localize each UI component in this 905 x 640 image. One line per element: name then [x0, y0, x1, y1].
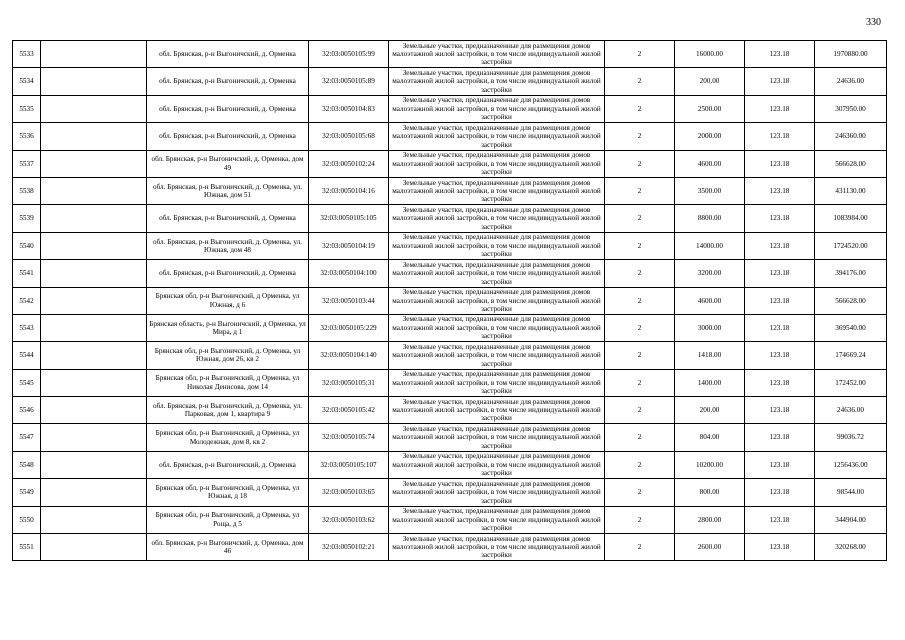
cadastral-value-cell: 24636.00 [815, 68, 887, 95]
address-cell: обл. Брянская, р-н Выгоничский, д. Орменка, дом 46 [147, 534, 309, 561]
cadastral-value-cell: 369540.00 [815, 314, 887, 341]
blank-cell [41, 260, 147, 287]
blank-cell [41, 287, 147, 314]
table-row [13, 397, 887, 424]
cadastral-number-cell: 32:03:0050105:42 [309, 397, 389, 424]
table-row [13, 232, 887, 259]
table-row [13, 451, 887, 478]
category-cell: 2 [605, 260, 675, 287]
cadastral-number-cell: 32:03:0050105:229 [309, 314, 389, 341]
unit-value-cell: 123.18 [745, 506, 815, 533]
area-cell: 200.00 [675, 397, 745, 424]
area-cell: 3000.00 [675, 314, 745, 341]
unit-value-cell: 123.18 [745, 150, 815, 177]
blank-cell [41, 534, 147, 561]
table-row [13, 314, 887, 341]
cadastral-value-table [12, 40, 887, 561]
record-number-cell: 5539 [13, 205, 41, 232]
land-use-cell: Земельные участки, предназначенные для размещения домов малоэтажной жилой застройки, в том числе индивидуальной жилой застройки [389, 232, 605, 259]
address-cell: обл. Брянская, р-н Выгоничский, д. Орменка, ул. Южная, дом 51 [147, 177, 309, 204]
land-use-cell: Земельные участки, предназначенные для размещения домов малоэтажной жилой застройки, в том числе индивидуальной жилой застройки [389, 177, 605, 204]
table-row [13, 506, 887, 533]
page-number: 330 [866, 17, 881, 28]
address-cell: обл. Брянская, р-н Выгоничский, д. Орменка [147, 205, 309, 232]
record-number-cell: 5546 [13, 397, 41, 424]
area-cell: 2000.00 [675, 123, 745, 150]
table-row [13, 205, 887, 232]
cadastral-value-cell: 99036.72 [815, 424, 887, 451]
blank-cell [41, 479, 147, 506]
address-cell: обл. Брянская, р-н Выгоничский, д. Орменка [147, 451, 309, 478]
record-number-cell: 5549 [13, 479, 41, 506]
blank-cell [41, 205, 147, 232]
land-use-cell: Земельные участки, предназначенные для размещения домов малоэтажной жилой застройки, в том числе индивидуальной жилой застройки [389, 95, 605, 122]
cadastral-number-cell: 32:03:0050105:74 [309, 424, 389, 451]
record-number-cell: 5538 [13, 177, 41, 204]
unit-value-cell: 123.18 [745, 260, 815, 287]
cadastral-number-cell: 32:03:0050105:68 [309, 123, 389, 150]
land-use-cell: Земельные участки, предназначенные для размещения домов малоэтажной жилой застройки, в том числе индивидуальной жилой застройки [389, 479, 605, 506]
unit-value-cell: 123.18 [745, 95, 815, 122]
record-number-cell: 5545 [13, 369, 41, 396]
category-cell: 2 [605, 506, 675, 533]
area-cell: 3500.00 [675, 177, 745, 204]
unit-value-cell: 123.18 [745, 232, 815, 259]
land-use-cell: Земельные участки, предназначенные для размещения домов малоэтажной жилой застройки, в том числе индивидуальной жилой застройки [389, 369, 605, 396]
category-cell: 2 [605, 479, 675, 506]
unit-value-cell: 123.18 [745, 342, 815, 369]
area-cell: 3200.00 [675, 260, 745, 287]
record-number-cell: 5544 [13, 342, 41, 369]
blank-cell [41, 369, 147, 396]
blank-cell [41, 342, 147, 369]
land-use-cell: Земельные участки, предназначенные для размещения домов малоэтажной жилой застройки, в том числе индивидуальной жилой застройки [389, 260, 605, 287]
unit-value-cell: 123.18 [745, 534, 815, 561]
address-cell: Брянская обл, р-н Выгоничский, д Орменка, ул Молодежная, дом 8, кв 2 [147, 424, 309, 451]
category-cell: 2 [605, 342, 675, 369]
record-number-cell: 5547 [13, 424, 41, 451]
cadastral-number-cell: 32:03:0050104:83 [309, 95, 389, 122]
cadastral-value-cell: 1970880.00 [815, 41, 887, 68]
blank-cell [41, 41, 147, 68]
category-cell: 2 [605, 451, 675, 478]
category-cell: 2 [605, 232, 675, 259]
address-cell: обл. Брянская, р-н Выгоничский, д. Орменка [147, 260, 309, 287]
blank-cell [41, 95, 147, 122]
area-cell: 804.00 [675, 424, 745, 451]
area-cell: 2800.00 [675, 506, 745, 533]
land-use-cell: Земельные участки, предназначенные для размещения домов малоэтажной жилой застройки, в том числе индивидуальной жилой застройки [389, 205, 605, 232]
address-cell: обл. Брянская, р-н Выгоничский, д. Орменка [147, 41, 309, 68]
cadastral-value-cell: 246360.00 [815, 123, 887, 150]
table-row [13, 424, 887, 451]
cadastral-number-cell: 32:03:0050103:62 [309, 506, 389, 533]
area-cell: 4600.00 [675, 287, 745, 314]
blank-cell [41, 68, 147, 95]
address-cell: Брянская обл, р-н Выгоничский, д. Орменка, ул Южная, дом 26, кв 2 [147, 342, 309, 369]
cadastral-value-cell: 566628.00 [815, 287, 887, 314]
cadastral-number-cell: 32:03:0050104:140 [309, 342, 389, 369]
cadastral-number-cell: 32:03:0050105:31 [309, 369, 389, 396]
land-use-cell: Земельные участки, предназначенные для размещения домов малоэтажной жилой застройки, в том числе индивидуальной жилой застройки [389, 342, 605, 369]
unit-value-cell: 123.18 [745, 397, 815, 424]
unit-value-cell: 123.18 [745, 177, 815, 204]
land-use-cell: Земельные участки, предназначенные для размещения домов малоэтажной жилой застройки, в том числе индивидуальной жилой застройки [389, 150, 605, 177]
blank-cell [41, 314, 147, 341]
address-cell: обл. Брянская, р-н Выгоничский, д. Орменка [147, 95, 309, 122]
unit-value-cell: 123.18 [745, 287, 815, 314]
area-cell: 2500.00 [675, 95, 745, 122]
table-row [13, 177, 887, 204]
cadastral-number-cell: 32:03:0050105:107 [309, 451, 389, 478]
category-cell: 2 [605, 424, 675, 451]
cadastral-value-cell: 1256436.00 [815, 451, 887, 478]
category-cell: 2 [605, 369, 675, 396]
record-number-cell: 5533 [13, 41, 41, 68]
record-number-cell: 5542 [13, 287, 41, 314]
table-row [13, 479, 887, 506]
area-cell: 14000.00 [675, 232, 745, 259]
cadastral-number-cell: 32:03:0050105:99 [309, 41, 389, 68]
category-cell: 2 [605, 534, 675, 561]
record-number-cell: 5537 [13, 150, 41, 177]
area-cell: 4600.00 [675, 150, 745, 177]
land-use-cell: Земельные участки, предназначенные для размещения домов малоэтажной жилой застройки, в том числе индивидуальной жилой застройки [389, 287, 605, 314]
record-number-cell: 5548 [13, 451, 41, 478]
category-cell: 2 [605, 397, 675, 424]
address-cell: Брянская обл, р-н Выгоничский, д Орменка, ул Николая Денисова, дом 14 [147, 369, 309, 396]
record-number-cell: 5534 [13, 68, 41, 95]
land-use-cell: Земельные участки, предназначенные для размещения домов малоэтажной жилой застройки, в том числе индивидуальной жилой застройки [389, 123, 605, 150]
blank-cell [41, 123, 147, 150]
unit-value-cell: 123.18 [745, 369, 815, 396]
land-use-cell: Земельные участки, предназначенные для размещения домов малоэтажной жилой застройки, в том числе индивидуальной жилой застройки [389, 506, 605, 533]
category-cell: 2 [605, 314, 675, 341]
record-number-cell: 5536 [13, 123, 41, 150]
cadastral-number-cell: 32:03:0050104:16 [309, 177, 389, 204]
cadastral-value-cell: 394176.00 [815, 260, 887, 287]
record-number-cell: 5540 [13, 232, 41, 259]
unit-value-cell: 123.18 [745, 314, 815, 341]
category-cell: 2 [605, 123, 675, 150]
blank-cell [41, 397, 147, 424]
cadastral-number-cell: 32:03:0050105:89 [309, 68, 389, 95]
area-cell: 2600.00 [675, 534, 745, 561]
address-cell: Брянская обл, р-н Выгоничский, д Орменка, ул Южная, д 6 [147, 287, 309, 314]
unit-value-cell: 123.18 [745, 479, 815, 506]
category-cell: 2 [605, 41, 675, 68]
cadastral-value-cell: 174669.24 [815, 342, 887, 369]
cadastral-number-cell: 32:03:0050105:105 [309, 205, 389, 232]
address-cell: Брянская область, р-н Выгоничский, д Орменка, ул Мира, д 1 [147, 314, 309, 341]
cadastral-value-cell: 566628.00 [815, 150, 887, 177]
category-cell: 2 [605, 287, 675, 314]
land-use-cell: Земельные участки, предназначенные для размещения домов малоэтажной жилой застройки, в том числе индивидуальной жилой застройки [389, 397, 605, 424]
table-row [13, 95, 887, 122]
cadastral-value-cell: 344904.00 [815, 506, 887, 533]
land-use-cell: Земельные участки, предназначенные для размещения домов малоэтажной жилой застройки, в том числе индивидуальной жилой застройки [389, 68, 605, 95]
cadastral-value-cell: 24636.00 [815, 397, 887, 424]
category-cell: 2 [605, 205, 675, 232]
address-cell: обл. Брянская, р-н Выгоничский, д. Орменка, ул. Южная, дом 48 [147, 232, 309, 259]
cadastral-number-cell: 32:03:0050104:100 [309, 260, 389, 287]
cadastral-number-cell: 32:03:0050104:19 [309, 232, 389, 259]
area-cell: 10200.00 [675, 451, 745, 478]
address-cell: обл. Брянская, р-н Выгоничский, д. Орменка [147, 68, 309, 95]
address-cell: обл. Брянская, р-н Выгоничский, д. Орменка [147, 123, 309, 150]
area-cell: 1400.00 [675, 369, 745, 396]
land-use-cell: Земельные участки, предназначенные для размещения домов малоэтажной жилой застройки, в том числе индивидуальной жилой застройки [389, 314, 605, 341]
area-cell: 200.00 [675, 68, 745, 95]
category-cell: 2 [605, 95, 675, 122]
record-number-cell: 5541 [13, 260, 41, 287]
address-cell: Брянская обл, р-н Выгоничский, д Орменка, ул Роща, д 5 [147, 506, 309, 533]
cadastral-value-cell: 1724520.00 [815, 232, 887, 259]
address-cell: обл. Брянская, р-н Выгоничский, д. Орменка, дом 49 [147, 150, 309, 177]
category-cell: 2 [605, 177, 675, 204]
unit-value-cell: 123.18 [745, 41, 815, 68]
cadastral-value-cell: 98544.00 [815, 479, 887, 506]
blank-cell [41, 177, 147, 204]
blank-cell [41, 451, 147, 478]
unit-value-cell: 123.18 [745, 451, 815, 478]
table-row [13, 534, 887, 561]
area-cell: 8800.00 [675, 205, 745, 232]
unit-value-cell: 123.18 [745, 424, 815, 451]
blank-cell [41, 232, 147, 259]
cadastral-value-cell: 307950.00 [815, 95, 887, 122]
land-use-cell: Земельные участки, предназначенные для размещения домов малоэтажной жилой застройки, в том числе индивидуальной жилой застройки [389, 534, 605, 561]
record-number-cell: 5551 [13, 534, 41, 561]
unit-value-cell: 123.18 [745, 205, 815, 232]
area-cell: 1418.00 [675, 342, 745, 369]
cadastral-value-cell: 431130.00 [815, 177, 887, 204]
cadastral-number-cell: 32:03:0050103:44 [309, 287, 389, 314]
category-cell: 2 [605, 150, 675, 177]
cadastral-value-cell: 172452.00 [815, 369, 887, 396]
unit-value-cell: 123.18 [745, 123, 815, 150]
record-number-cell: 5543 [13, 314, 41, 341]
land-use-cell: Земельные участки, предназначенные для размещения домов малоэтажной жилой застройки, в том числе индивидуальной жилой застройки [389, 451, 605, 478]
table-row [13, 68, 887, 95]
unit-value-cell: 123.18 [745, 68, 815, 95]
blank-cell [41, 150, 147, 177]
table-row [13, 342, 887, 369]
cadastral-number-cell: 32:03:0050103:65 [309, 479, 389, 506]
address-cell: обл. Брянская, р-н Выгоничский, д. Орменка, ул. Парковая, дом 1, квартира 9 [147, 397, 309, 424]
blank-cell [41, 424, 147, 451]
table-row [13, 150, 887, 177]
record-number-cell: 5535 [13, 95, 41, 122]
table-row [13, 260, 887, 287]
cadastral-value-cell: 1083984.00 [815, 205, 887, 232]
address-cell: Брянская обл, р-н Выгоничский, д Орменка, ул Южная, д 18 [147, 479, 309, 506]
cadastral-number-cell: 32:03:0050102:21 [309, 534, 389, 561]
blank-cell [41, 506, 147, 533]
cadastral-number-cell: 32:03:0050102:24 [309, 150, 389, 177]
table-row [13, 369, 887, 396]
table-row [13, 123, 887, 150]
cadastral-value-cell: 320268.00 [815, 534, 887, 561]
category-cell: 2 [605, 68, 675, 95]
table-row [13, 41, 887, 68]
area-cell: 800.00 [675, 479, 745, 506]
area-cell: 16000.00 [675, 41, 745, 68]
land-use-cell: Земельные участки, предназначенные для размещения домов малоэтажной жилой застройки, в том числе индивидуальной жилой застройки [389, 424, 605, 451]
land-use-cell: Земельные участки, предназначенные для размещения домов малоэтажной жилой застройки, в том числе индивидуальной жилой застройки [389, 41, 605, 68]
table-row [13, 287, 887, 314]
record-number-cell: 5550 [13, 506, 41, 533]
